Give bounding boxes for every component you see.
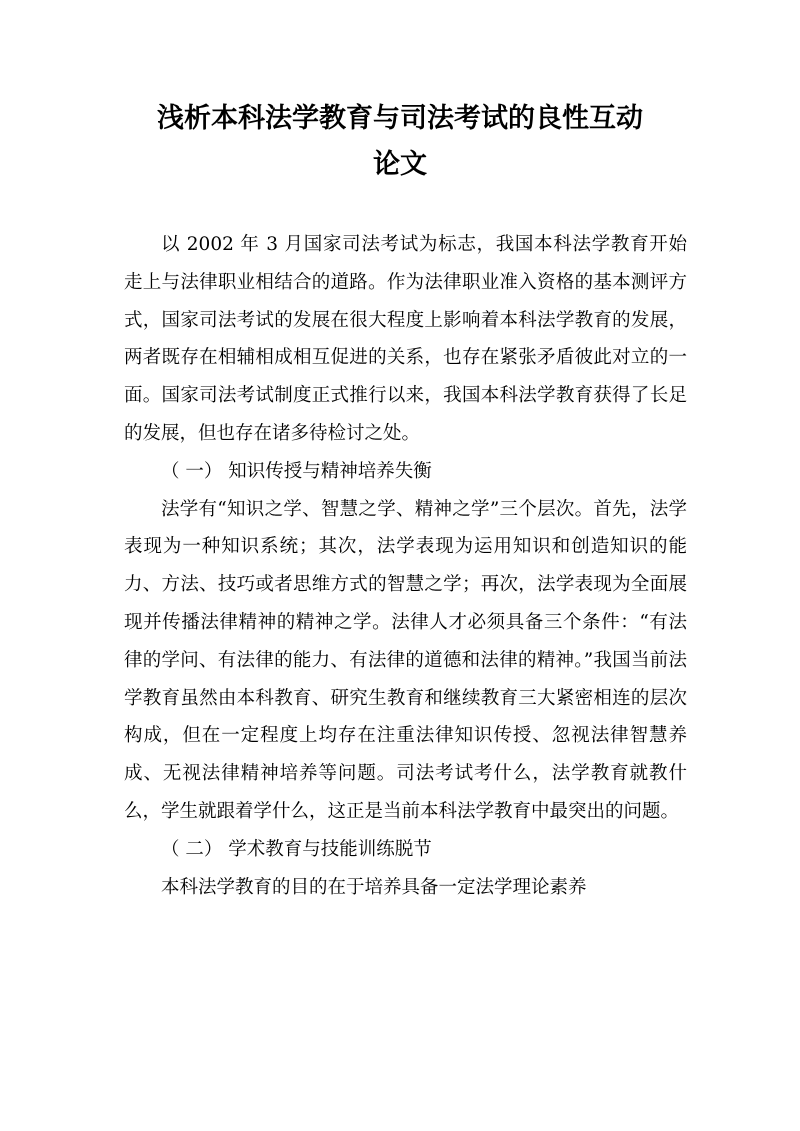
document-title [0, 96, 800, 188]
section-heading-2: （ 二） 学术教育与技能训练脱节 [161, 838, 432, 860]
section-heading-1: （ 一） 知识传授与精神培养失衡 [161, 460, 432, 482]
paragraph-section-1: 法学有“知识之学、智慧之学、精神之学”三个层次。首先，法学表现为一种知识系统；其次，法学表现为运用知识和创造知识的能力、方法、技巧或者思维方式的智慧之学；再次，法学表现为全面展现并传播法律精神的精神之学。法律人才必须具备三个条件：“有法律的学问、有法律的能力、有法律的道德和法律的精神。”我国当前法学教育虽然由本科教育、研究生教育和继续教育三大紧密相连的层次构成，但在一定程度上均存在注重法律知识传授、忽视法律智慧养成、无视法律精神培养等问题。司法考试考什么，法学教育就教什么，学生就跟着学什么，这正是当前本科法学教育中最突出的问题。 [124, 498, 687, 822]
paragraph-intro: 以 2002 年 3 月国家司法考试为标志，我国本科法学教育开始走上与法律职业相结合的道路。作为法律职业准入资格的基本测评方式，国家司法考试的发展在很大程度上影响着本科法学教育的发展，两者既存在相辅相成相互促进的关系，也存在紧张矛盾彼此对立的一面。国家司法考试制度正式推行以来，我国本科法学教育获得了长足的发展，但也存在诸多待检讨之处。 [124, 234, 687, 444]
paragraph-section-2: 本科法学教育的目的在于培养具备一定法学理论素养 [161, 876, 587, 898]
document-body [124, 226, 687, 906]
title-line-1: 浅析本科法学教育与司法考试的良性互动 [157, 103, 643, 134]
title-line-2: 论文 [373, 149, 427, 180]
